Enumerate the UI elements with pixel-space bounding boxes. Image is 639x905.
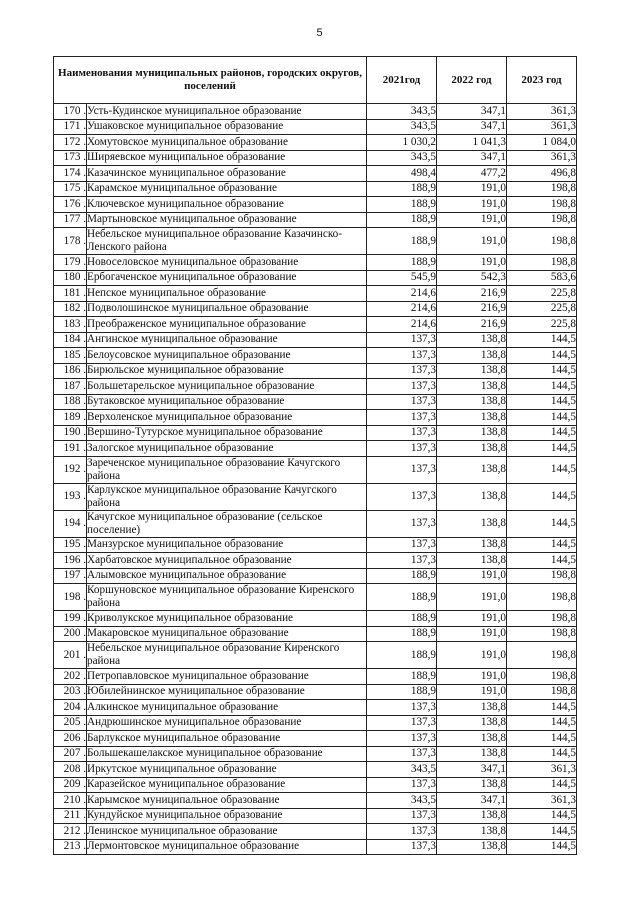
table-row [54,568,577,584]
value-2023: 361,3 [507,793,577,809]
table-row [54,348,577,364]
value-2022: 138,8 [437,839,507,855]
value-2021: 343,5 [367,793,437,809]
value-2021: 188,9 [367,642,437,669]
row-number: 178 . [54,228,87,255]
value-2021: 188,9 [367,228,437,255]
municipality-name: Коршуновское муниципальное образование Киренского района [87,584,367,611]
value-2022: 138,8 [437,348,507,364]
row-number: 190 . [54,425,87,441]
value-2023: 583,6 [507,270,577,286]
municipality-name: Ангинское муниципальное образование [87,332,367,348]
table-row [54,731,577,747]
value-2023: 144,5 [507,537,577,553]
municipality-name: Карамское муниципальное образование [87,181,367,197]
table-row [54,197,577,213]
value-2023: 144,5 [507,731,577,747]
value-2021: 343,5 [367,119,437,135]
municipality-name: Криволукское муниципальное образование [87,611,367,627]
row-number: 197 . [54,568,87,584]
municipality-name: Новоселовское муниципальное образование [87,255,367,271]
row-number: 202 . [54,669,87,685]
value-2023: 225,8 [507,301,577,317]
table-row [54,301,577,317]
value-2022: 138,8 [437,808,507,824]
table-row [54,363,577,379]
table-row [54,793,577,809]
value-2021: 214,6 [367,286,437,302]
table-row [54,317,577,333]
value-2022: 138,8 [437,537,507,553]
value-2021: 214,6 [367,301,437,317]
row-number: 208 . [54,762,87,778]
value-2022: 347,1 [437,119,507,135]
value-2023: 198,8 [507,611,577,627]
municipality-name: Макаровское муниципальное образование [87,626,367,642]
row-number: 171 . [54,119,87,135]
value-2022: 138,8 [437,510,507,537]
table-row [54,626,577,642]
value-2022: 138,8 [437,483,507,510]
page-number: 5 [316,27,323,39]
municipality-name: Ленинское муниципальное образование [87,824,367,840]
municipality-name: Кундуйское муниципальное образование [87,808,367,824]
table-row [54,762,577,778]
row-number: 182 . [54,301,87,317]
value-2021: 188,9 [367,255,437,271]
row-number: 174 . [54,166,87,182]
row-number: 207 . [54,746,87,762]
value-2023: 144,5 [507,777,577,793]
table-row [54,425,577,441]
value-2022: 191,0 [437,228,507,255]
value-2023: 1 084,0 [507,135,577,151]
value-2022: 138,8 [437,824,507,840]
table-row [54,119,577,135]
value-2023: 361,3 [507,150,577,166]
value-2022: 191,0 [437,255,507,271]
table-row [54,669,577,685]
value-2023: 225,8 [507,317,577,333]
header-2021: 2021год [367,57,437,104]
value-2022: 138,8 [437,456,507,483]
value-2022: 216,9 [437,301,507,317]
value-2022: 1 041,3 [437,135,507,151]
row-number: 203 . [54,684,87,700]
row-number: 196 . [54,553,87,569]
value-2022: 138,8 [437,731,507,747]
value-2023: 144,5 [507,510,577,537]
value-2022: 138,8 [437,746,507,762]
header-2022: 2022 год [437,57,507,104]
table-row [54,255,577,271]
table-row [54,270,577,286]
municipality-name: Качугское муниципальное образование (сельское поселение) [87,510,367,537]
row-number: 209 . [54,777,87,793]
value-2021: 137,3 [367,839,437,855]
value-2021: 137,3 [367,425,437,441]
row-number: 170 . [54,104,87,120]
table-row [54,553,577,569]
value-2023: 144,5 [507,332,577,348]
value-2023: 198,8 [507,584,577,611]
row-number: 195 . [54,537,87,553]
value-2021: 137,3 [367,808,437,824]
value-2023: 198,8 [507,684,577,700]
row-number: 206 . [54,731,87,747]
value-2022: 347,1 [437,150,507,166]
municipality-name: Подволошинское муниципальное образование [87,301,367,317]
table-row [54,181,577,197]
table-row [54,456,577,483]
value-2021: 137,3 [367,456,437,483]
value-2023: 198,8 [507,228,577,255]
value-2023: 198,8 [507,642,577,669]
row-number: 172 . [54,135,87,151]
municipality-name: Вершино-Тутурское муниципальное образование [87,425,367,441]
row-number: 193 . [54,483,87,510]
value-2021: 137,3 [367,483,437,510]
row-number: 210 . [54,793,87,809]
municipality-name: Юбилейнинское муниципальное образование [87,684,367,700]
table-row [54,611,577,627]
value-2021: 137,3 [367,824,437,840]
table-row [54,286,577,302]
value-2022: 191,0 [437,642,507,669]
value-2023: 361,3 [507,762,577,778]
row-number: 184 . [54,332,87,348]
municipality-name: Манзурское муниципальное образование [87,537,367,553]
municipality-name: Харбатовское муниципальное образование [87,553,367,569]
table-row [54,332,577,348]
municipality-name: Петропавловское муниципальное образование [87,669,367,685]
municipality-name: Непское муниципальное образование [87,286,367,302]
value-2021: 137,3 [367,332,437,348]
value-2023: 198,8 [507,669,577,685]
municipality-name: Карлукское муниципальное образование Качугского района [87,483,367,510]
value-2021: 137,3 [367,363,437,379]
value-2023: 198,8 [507,181,577,197]
value-2023: 496,8 [507,166,577,182]
row-number: 211 . [54,808,87,824]
value-2022: 138,8 [437,425,507,441]
row-number: 201 . [54,642,87,669]
row-number: 194 . [54,510,87,537]
table-row [54,228,577,255]
table-row [54,715,577,731]
value-2023: 144,5 [507,425,577,441]
row-number: 191 . [54,441,87,457]
value-2023: 144,5 [507,808,577,824]
value-2021: 137,3 [367,553,437,569]
municipality-name: Бирюльское муниципальное образование [87,363,367,379]
value-2022: 138,8 [437,363,507,379]
value-2022: 138,8 [437,700,507,716]
value-2021: 137,3 [367,510,437,537]
table-row [54,483,577,510]
value-2023: 361,3 [507,119,577,135]
municipality-name: Алкинское муниципальное образование [87,700,367,716]
municipality-name: Лермонтовское муниципальное образование [87,839,367,855]
table-row [54,510,577,537]
table-row [54,166,577,182]
municipality-name: Ключевское муниципальное образование [87,197,367,213]
row-number: 185 . [54,348,87,364]
municipality-name: Ербогаченское муниципальное образование [87,270,367,286]
value-2023: 198,8 [507,212,577,228]
row-number: 181 . [54,286,87,302]
municipality-name: Зареченское муниципальное образование Качугского района [87,456,367,483]
municipality-name: Бутаковское муниципальное образование [87,394,367,410]
value-2022: 138,8 [437,777,507,793]
value-2022: 191,0 [437,669,507,685]
municipality-name: Мартыновское муниципальное образование [87,212,367,228]
value-2023: 144,5 [507,441,577,457]
value-2021: 137,3 [367,731,437,747]
table-row [54,394,577,410]
municipality-name: Андрюшинское муниципальное образование [87,715,367,731]
value-2023: 198,8 [507,197,577,213]
value-2023: 144,5 [507,715,577,731]
table-row [54,537,577,553]
row-number: 200 . [54,626,87,642]
row-number: 173 . [54,150,87,166]
table-row [54,150,577,166]
value-2022: 138,8 [437,553,507,569]
value-2022: 191,0 [437,181,507,197]
value-2022: 191,0 [437,684,507,700]
value-2023: 144,5 [507,394,577,410]
value-2022: 191,0 [437,626,507,642]
header-2023: 2023 год [507,57,577,104]
row-number: 189 . [54,410,87,426]
value-2022: 138,8 [437,394,507,410]
header-name: Наименования муниципальных районов, городских округов, поселений [54,57,367,104]
value-2021: 1 030,2 [367,135,437,151]
municipality-name: Ширяевское муниципальное образование [87,150,367,166]
municipality-name: Белоусовское муниципальное образование [87,348,367,364]
budget-table [53,56,577,855]
value-2021: 188,9 [367,584,437,611]
value-2022: 138,8 [437,441,507,457]
value-2023: 144,5 [507,363,577,379]
value-2021: 137,3 [367,410,437,426]
value-2023: 144,5 [507,700,577,716]
value-2021: 137,3 [367,746,437,762]
value-2023: 144,5 [507,824,577,840]
value-2021: 137,3 [367,777,437,793]
table-row [54,824,577,840]
value-2023: 198,8 [507,568,577,584]
value-2023: 198,8 [507,626,577,642]
value-2023: 144,5 [507,456,577,483]
municipality-name: Иркутское муниципальное образование [87,762,367,778]
value-2022: 216,9 [437,317,507,333]
row-number: 204 . [54,700,87,716]
table-row [54,839,577,855]
row-number: 187 . [54,379,87,395]
value-2021: 137,3 [367,348,437,364]
table-row [54,379,577,395]
row-number: 183 . [54,317,87,333]
row-number: 179 . [54,255,87,271]
row-number: 213 . [54,839,87,855]
value-2021: 137,3 [367,441,437,457]
value-2023: 144,5 [507,746,577,762]
value-2021: 137,3 [367,715,437,731]
value-2022: 138,8 [437,715,507,731]
municipality-name: Карымское муниципальное образование [87,793,367,809]
row-number: 176 . [54,197,87,213]
value-2022: 191,0 [437,212,507,228]
municipality-name: Казачинское муниципальное образование [87,166,367,182]
municipality-name: Верхоленское муниципальное образование [87,410,367,426]
value-2022: 347,1 [437,793,507,809]
value-2021: 343,5 [367,104,437,120]
value-2021: 343,5 [367,762,437,778]
value-2023: 144,5 [507,553,577,569]
table-row [54,410,577,426]
table-row [54,135,577,151]
value-2022: 138,8 [437,332,507,348]
value-2023: 198,8 [507,255,577,271]
table-row [54,700,577,716]
value-2021: 188,9 [367,669,437,685]
value-2023: 144,5 [507,379,577,395]
value-2022: 138,8 [437,410,507,426]
municipality-name: Преображенское муниципальное образование [87,317,367,333]
value-2023: 144,5 [507,348,577,364]
row-number: 199 . [54,611,87,627]
value-2023: 144,5 [507,410,577,426]
value-2021: 188,9 [367,684,437,700]
municipality-name: Большекашелакское муниципальное образование [87,746,367,762]
row-number: 212 . [54,824,87,840]
value-2021: 498,4 [367,166,437,182]
municipality-name: Ушаковское муниципальное образование [87,119,367,135]
value-2022: 191,0 [437,197,507,213]
value-2022: 347,1 [437,104,507,120]
value-2021: 188,9 [367,181,437,197]
value-2022: 138,8 [437,379,507,395]
table-row [54,104,577,120]
row-number: 192 . [54,456,87,483]
value-2022: 191,0 [437,584,507,611]
value-2021: 188,9 [367,626,437,642]
value-2022: 191,0 [437,611,507,627]
value-2021: 188,9 [367,611,437,627]
row-number: 180 . [54,270,87,286]
row-number: 186 . [54,363,87,379]
value-2021: 188,9 [367,568,437,584]
table-row [54,746,577,762]
row-number: 205 . [54,715,87,731]
value-2023: 361,3 [507,104,577,120]
municipality-name: Каразейское муниципальное образование [87,777,367,793]
value-2021: 137,3 [367,700,437,716]
table-row [54,684,577,700]
value-2021: 137,3 [367,537,437,553]
table-row [54,584,577,611]
table-row [54,441,577,457]
value-2021: 188,9 [367,197,437,213]
table-row [54,777,577,793]
table-row [54,808,577,824]
municipality-name: Большетарельское муниципальное образование [87,379,367,395]
value-2022: 542,3 [437,270,507,286]
municipality-name: Алымовское муниципальное образование [87,568,367,584]
value-2021: 137,3 [367,394,437,410]
row-number: 198 . [54,584,87,611]
value-2023: 144,5 [507,839,577,855]
value-2021: 343,5 [367,150,437,166]
value-2022: 216,9 [437,286,507,302]
table-row [54,212,577,228]
row-number: 188 . [54,394,87,410]
value-2021: 545,9 [367,270,437,286]
table-header-row [54,57,577,104]
municipality-name: Барлукское муниципальное образование [87,731,367,747]
value-2021: 137,3 [367,379,437,395]
row-number: 177 . [54,212,87,228]
value-2022: 191,0 [437,568,507,584]
value-2021: 214,6 [367,317,437,333]
value-2022: 477,2 [437,166,507,182]
municipality-name: Залогское муниципальное образование [87,441,367,457]
municipality-name: Небельское муниципальное образование Киренского района [87,642,367,669]
table-row [54,642,577,669]
municipality-name: Усть-Кудинское муниципальное образование [87,104,367,120]
value-2023: 225,8 [507,286,577,302]
value-2023: 144,5 [507,483,577,510]
row-number: 175 . [54,181,87,197]
value-2021: 188,9 [367,212,437,228]
municipality-name: Хомутовское муниципальное образование [87,135,367,151]
table-body [54,104,577,855]
value-2022: 347,1 [437,762,507,778]
municipality-name: Небельское муниципальное образование Казачинско-Ленского района [87,228,367,255]
